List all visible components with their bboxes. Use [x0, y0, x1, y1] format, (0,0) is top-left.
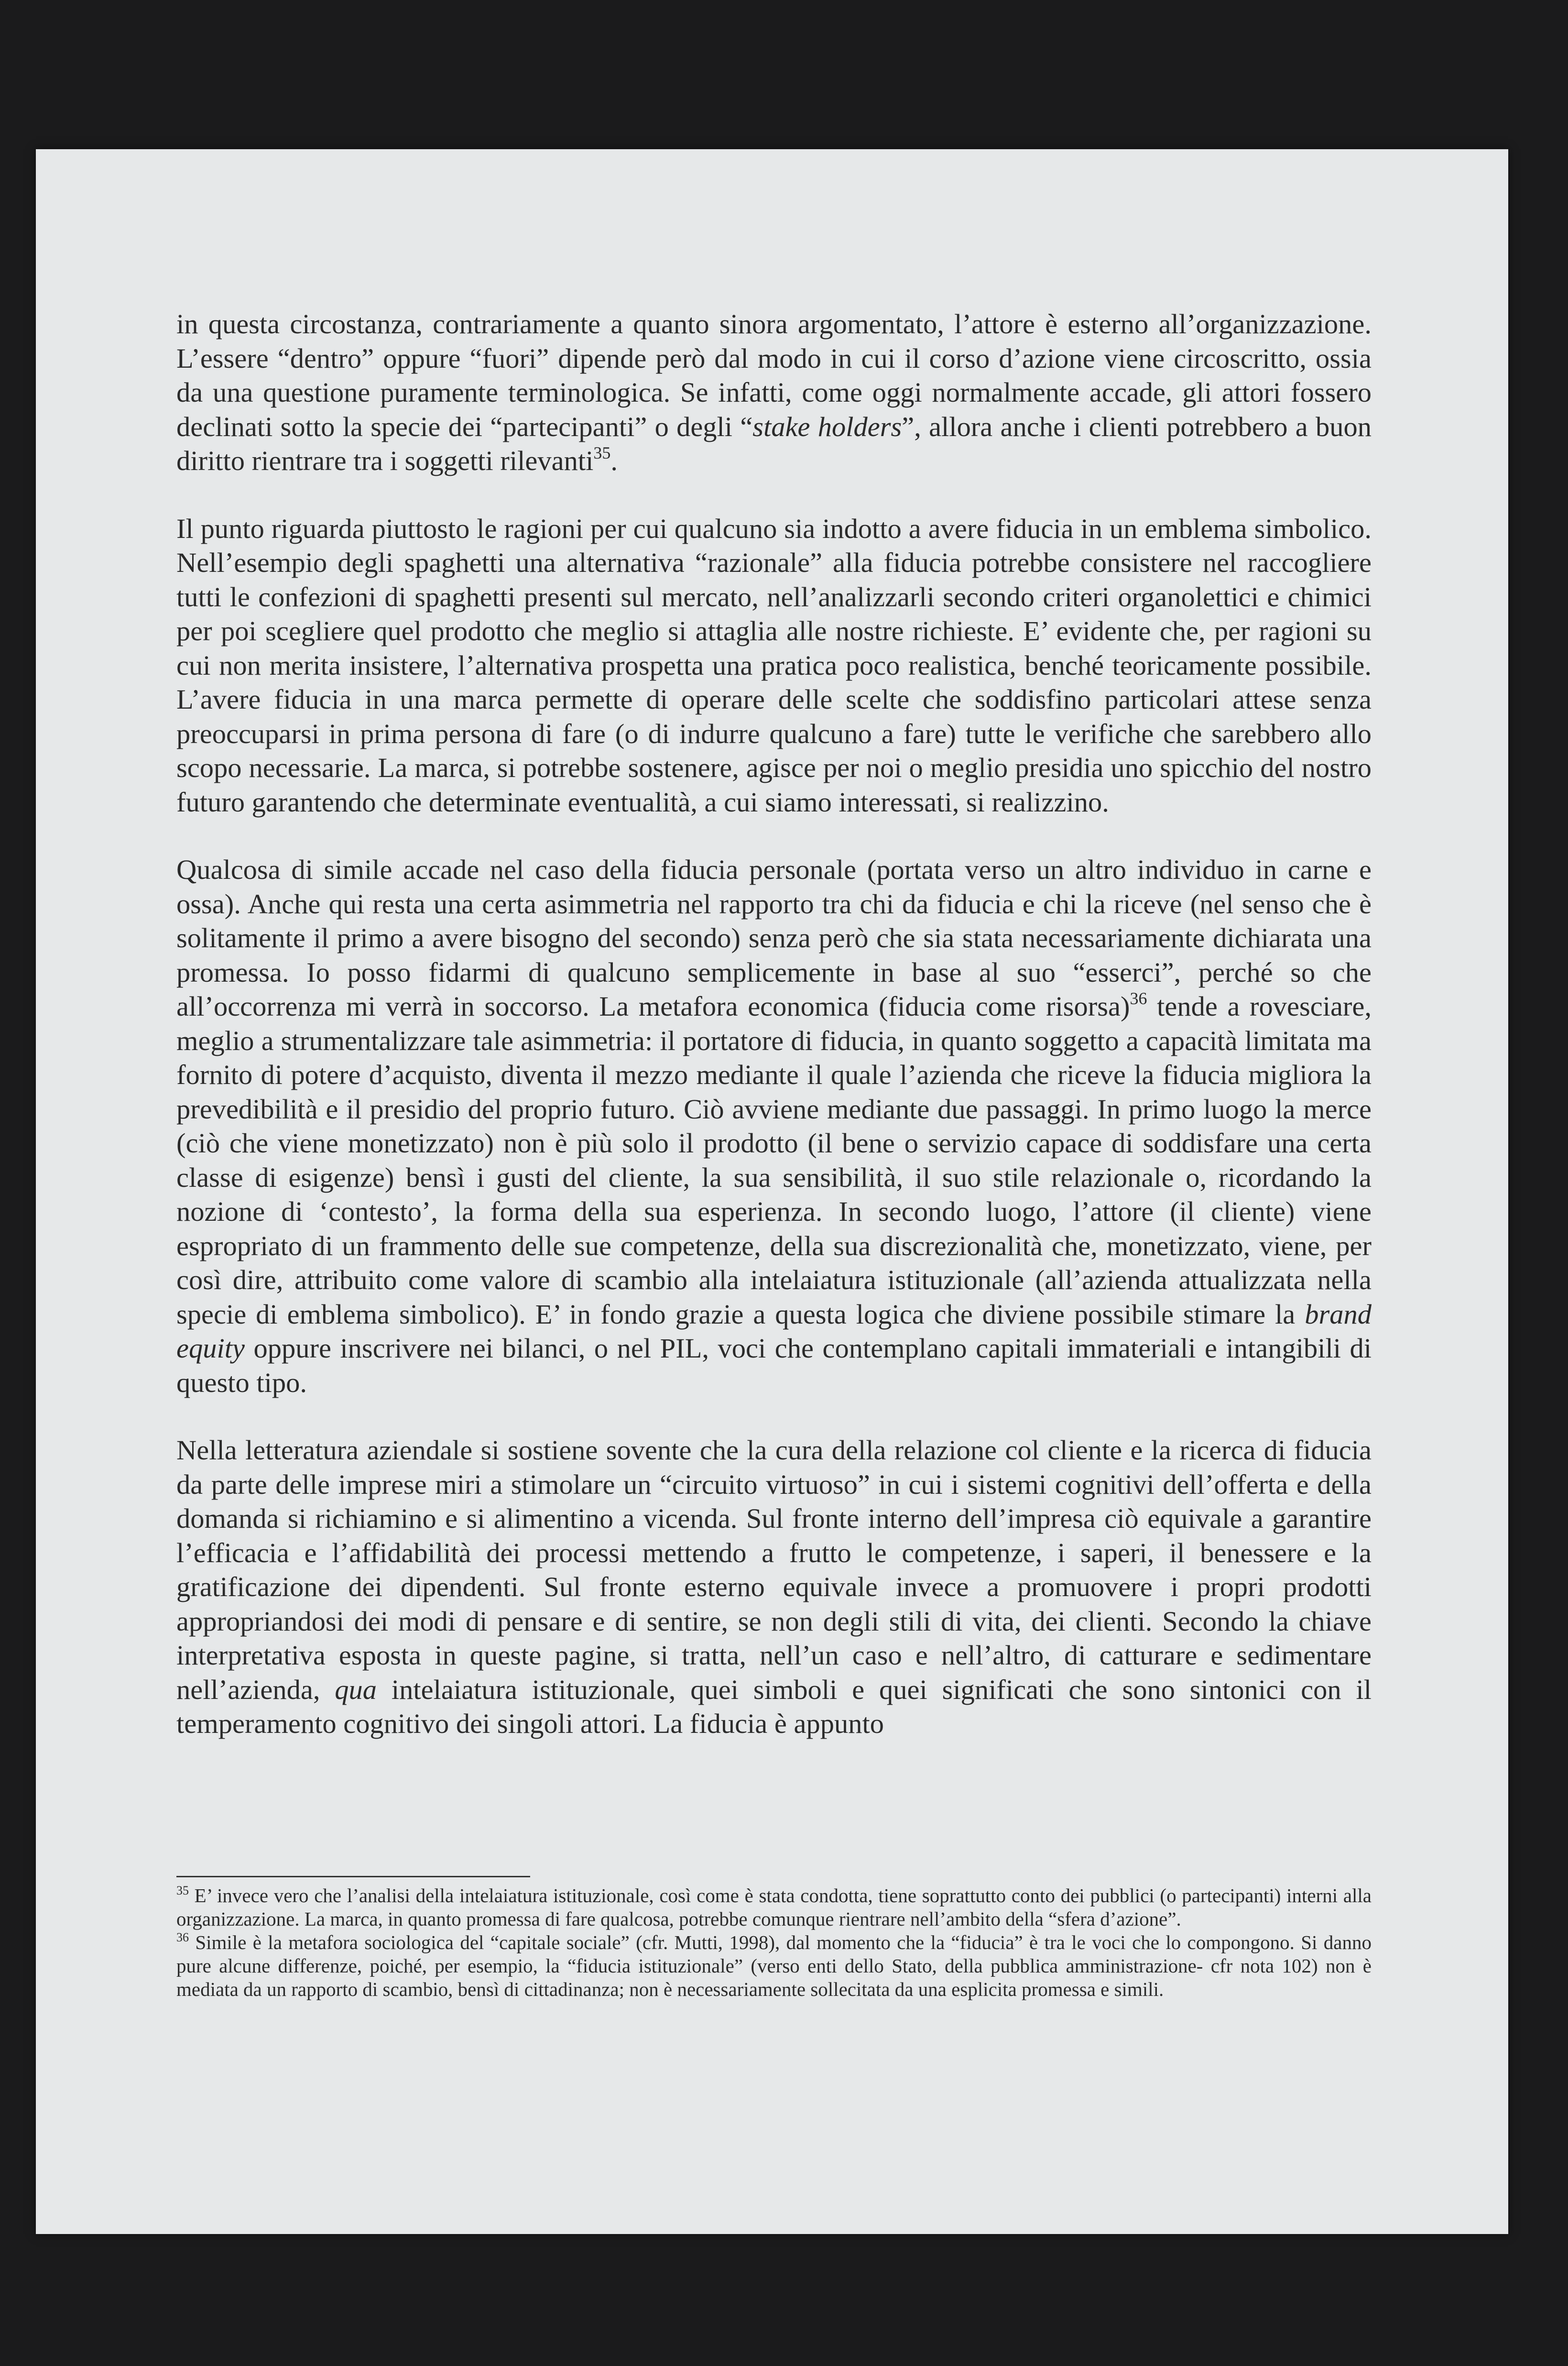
brand-equity-term: brand equity	[176, 1298, 1372, 1364]
paragraph-2: Il punto riguarda piuttosto le ragioni per cui qualcuno sia indotto a avere fiducia in un emblema simbolico. Nell’esempio degli spaghetti una alternativa “razionale” alla fiducia potrebbe consistere nel raccogliere tutti le confezioni di spaghetti presenti sul mercato, nell’analizzarli secondo criteri organolettici e chimici per poi scegliere quel prodotto che meglio si attaglia alle nostre richieste. E’ evidente che, per ragioni su cui non merita insistere, l’alternativa prospetta una pratica poco realistica, benché teoricamente possibile. L’avere fiducia in una marca permette di operare delle scelte che soddisfino particolari attese senza preoccuparsi in prima persona di fare (o di indurre qualcuno a fare) tutte le verifiche che sarebbero allo scopo necessarie. La marca, si potrebbe sostenere, agisce per noi o meglio presidia uno spicchio del nostro futuro garantendo che determinate eventualità, a cui siamo interessati, si realizzino.	[176, 513, 1372, 818]
paragraph-3-text-b: tende a rovesciare, meglio a strumentalizzare tale asimmetria: il portatore di fiducia, in quanto soggetto a capacità limitata ma fornito di potere d’acquisto, diventa il mezzo mediante il quale l’azienda che riceve la fiducia migliora la prevedibilità e il presidio del proprio futuro. Ciò avviene mediante due passaggi. In primo luogo la merce (ciò che viene monetizzato) non è più solo il prodotto (il bene o servizio capace di soddisfare una certa classe di esigenze) bensì i gusti del cliente, la sua sensibilità, il suo stile relazionale o, ricordando la nozione di ‘contesto’, la forma della sua esperienza. In secondo luogo, l’attore (il cliente) viene espropriato di un frammento delle sue competenze, della sua discrezionalità che, monetizzato, viene, per così dire, attribuito come valore di scambio alla intelaiatura istituzionale (all’azienda attualizzata nella specie di emblema simbolico). E’ in fondo grazie a questa logica che diviene possibile stimare la	[176, 991, 1372, 1330]
body-text	[176, 307, 1372, 1774]
footnote-number: 36	[176, 1930, 189, 1944]
paragraph-4	[176, 1433, 1372, 1741]
stake-holders-term: stake holders	[752, 411, 902, 442]
footnote-35	[176, 1884, 1372, 1931]
footnotes	[176, 1884, 1372, 2001]
paragraph-3-text-c: oppure inscrivere nei bilanci, o nel PIL, voci che contemplano capitali immateriali e intangibili di questo tipo.	[176, 1333, 1372, 1398]
paragraph-3	[176, 853, 1372, 1400]
qua-term: qua	[335, 1674, 377, 1705]
footnote-36	[176, 1931, 1372, 2001]
paragraph-1	[176, 307, 1372, 478]
paragraph-4-text-a: Nella letteratura aziendale si sostiene sovente che la cura della relazione col cliente e la ricerca di fiducia da parte delle imprese miri a stimolare un “circuito virtuoso” in cui i sistemi cognitivi dell’offerta e della domanda si richiamino e si alimentino a vicenda. Sul fronte interno dell’impresa ciò equivale a garantire l’efficacia e l’affidabilità dei processi mettendo a frutto le competenze, i saperi, il benessere e la gratificazione dei dipendenti. Sul fronte esterno equivale invece a promuovere i propri prodotti appropriandosi dei modi di pensare e di sentire, se non degli stili di vita, dei clienti. Secondo la chiave interpretativa esposta in queste pagine, si tratta, nell’un caso e nell’altro, di catturare e sedimentare nell’azienda,	[176, 1435, 1372, 1705]
paragraph-3-text-a: Qualcosa di simile accade nel caso della fiducia personale (portata verso un altro individuo in carne e ossa). Anche qui resta una certa asimmetria nel rapporto tra chi da fiducia e chi la riceve (nel senso che è solitamente il primo a avere bisogno del secondo) senza però che sia stata necessariamente dichiarata una promessa. Io posso fidarmi di qualcuno semplicemente in base al suo “esserci”, perché so che all’occorrenza mi verrà in soccorso. La metafora economica (fiducia come risorsa)	[176, 854, 1372, 1022]
footnote-text: Simile è la metafora sociologica del “capitale sociale” (cfr. Mutti, 1998), dal momento che la “fiducia” è tra le voci che lo compongono. Si danno pure alcune differenze, poiché, per esempio, la “fiducia istituzionale” (verso enti dello Stato, della pubblica amministrazione- cfr nota 102) non è mediata da un rapporto di scambio, bensì di cittadinanza; non è necessariamente sollecitata da una esplicita promessa e simili.	[176, 1931, 1372, 2000]
paragraph-4-text-b: intelaiatura istituzionale, quei simboli e quei significati che sono sintonici con il temperamento cognitivo dei singoli attori. La fiducia è appunto	[176, 1674, 1372, 1739]
paragraph-1-text-a: in questa circostanza, contrariamente a quanto sinora argomentato, l’attore è esterno all’organizzazione. L’essere “dentro” oppure “fuori” dipende però dal modo in cui il corso d’azione viene circoscritto, ossia da una questione puramente terminologica. Se infatti, come oggi normalmente accade, gli attori fossero declinati sotto la specie dei “partecipanti” o degli “	[176, 308, 1372, 442]
footnote-divider	[176, 1876, 530, 1877]
paragraph-1-text-b: ”, allora anche i clienti potrebbero a buon diritto rientrare tra i soggetti rilevanti	[176, 411, 1372, 476]
footnote-number: 35	[176, 1884, 189, 1897]
document-page	[36, 149, 1508, 2234]
footnote-ref-36[interactable]: 36	[1130, 989, 1147, 1008]
footnote-text: E’ invece vero che l’analisi della intelaiatura istituzionale, così come è stata condotta, tiene soprattutto conto dei pubblici (o partecipanti) interni alla organizzazione. La marca, in quanto promessa di fare qualcosa, potrebbe comunque rientrare nell’ambito della “sfera d’azione”.	[176, 1884, 1372, 1930]
paragraph-1-text-c: .	[610, 445, 618, 476]
footnote-ref-35[interactable]: 35	[593, 443, 611, 462]
